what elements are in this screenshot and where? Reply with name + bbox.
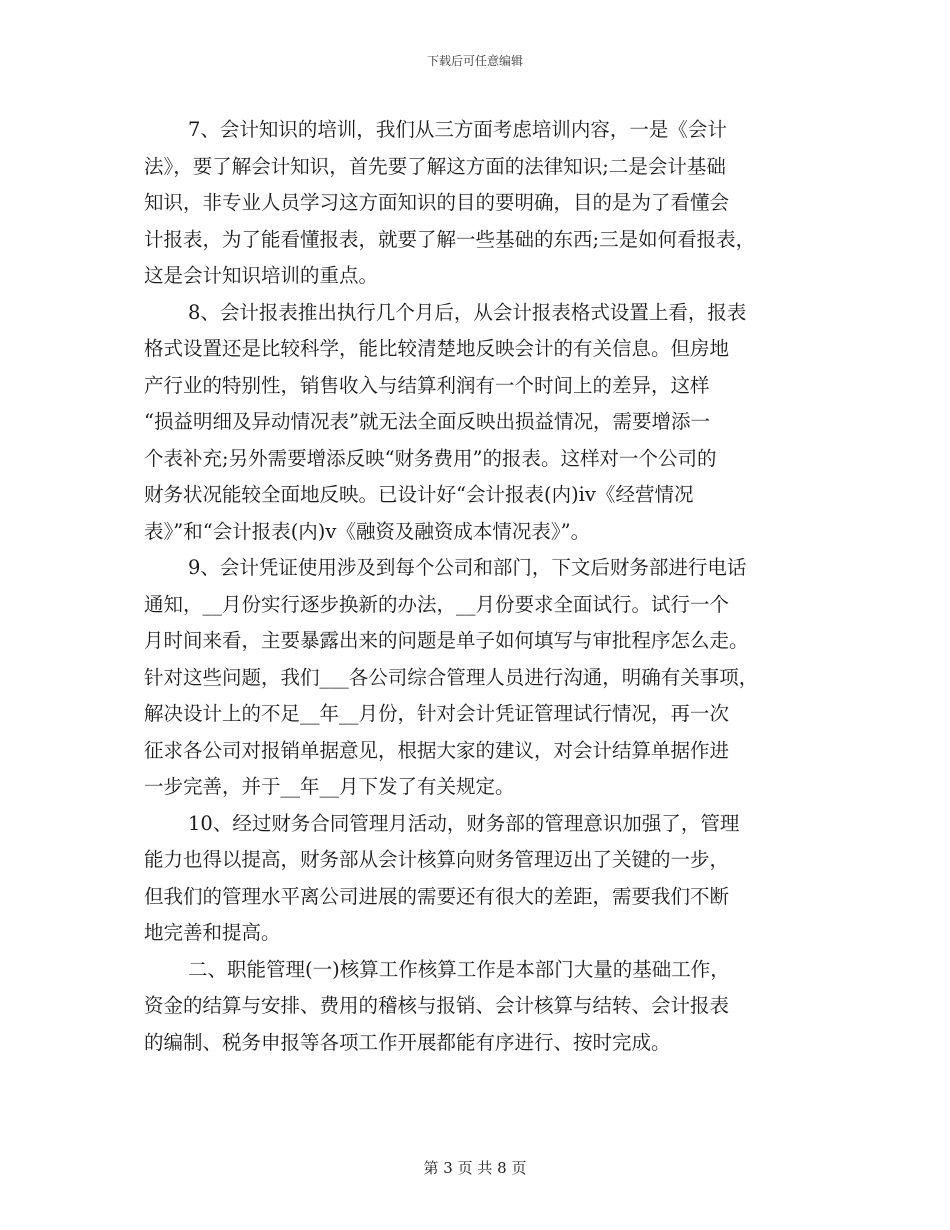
paragraph <box>144 295 814 551</box>
text-line: 的编制、税务申报等各项工作开展都能有序进行、按时完成。 <box>144 1030 671 1054</box>
text-line: 针对这些问题，我们___各公司综合管理人员进行沟通，明确有关事项， <box>144 665 759 689</box>
text-line: 资金的结算与安排、费用的稽核与报销、会计核算与结转、会计报表 <box>144 994 730 1017</box>
text-line: 计报表，为了能看懂报表，就要了解一些基础的东西;三是如何看报表， <box>144 227 756 251</box>
text-line: 征求各公司对报销单据意见，根据大家的建议，对会计结算单据作进 <box>144 738 730 762</box>
text-line: 产行业的特别性，销售收入与结算利润有一个时间上的差异，这样 <box>144 373 710 397</box>
text-line: 知识，非专业人员学习这方面知识的目的要明确，目的是为了看懂会 <box>144 191 730 214</box>
text-line: 格式设置还是比较科学，能比较清楚地反映会计的有关信息。但房地 <box>144 337 730 360</box>
text-line: 8、会计报表推出执行几个月后，从会计报表格式设置上看，报表 <box>188 300 747 324</box>
paragraph <box>144 550 814 806</box>
paragraph <box>144 952 814 1062</box>
text-line: 这是会计知识培训的重点。 <box>144 264 379 287</box>
text-line: “损益明细及异动情况表”就无法全面反映出损益情况，需要增添一 <box>144 410 710 433</box>
text-line: 地完善和提高。 <box>144 921 281 944</box>
text-line: 但我们的管理水平离公司进展的需要还有很大的差距，需要我们不断 <box>144 884 730 908</box>
text-line: 通知，__月份实行逐步换新的办法，__月份要求全面试行。试行一个 <box>144 592 730 616</box>
text-line: 表》”和“会计报表(内)v《融资及融资成本情况表》”。 <box>144 519 591 543</box>
text-line: 法》，要了解会计知识，首先要了解这方面的法律知识;二是会计基础 <box>144 154 726 178</box>
text-line: 9、会计凭证使用涉及到每个公司和部门，下文后财务部进行电话 <box>188 556 747 579</box>
text-line: 解决设计上的不足__年__月份，针对会计凭证管理试行情况，再一次 <box>144 702 730 725</box>
text-line: 个表补充;另外需要增添反映“财务费用”的报表。这样对一个公司的 <box>144 446 717 470</box>
text-line: 二、职能管理(一)核算工作核算工作是本部门大量的基础工作， <box>188 957 730 981</box>
text-line: 10、经过财务合同管理月活动，财务部的管理意识加强了，管理 <box>188 811 740 835</box>
text-line: 一步完善，并于__年__月下发了有关规定。 <box>144 775 515 798</box>
paragraph <box>144 112 814 295</box>
document-body <box>144 112 814 1061</box>
paragraph <box>144 806 814 952</box>
text-line: 7、会计知识的培训，我们从三方面考虑培训内容，一是《会计 <box>188 118 727 141</box>
text-line: 月时间来看，主要暴露出来的问题是单子如何填写与审批程序怎么走。 <box>144 629 749 652</box>
text-line: 财务状况能较全面地反映。已设计好“会计报表(内)iv《经营情况 <box>144 483 694 506</box>
page-header: 下载后可任意编辑 <box>426 54 523 68</box>
page-footer: 第 3 页 共 8 页 <box>423 1159 527 1177</box>
text-line: 能力也得以提高，财务部从会计核算向财务管理迈出了关键的一步， <box>144 848 730 871</box>
